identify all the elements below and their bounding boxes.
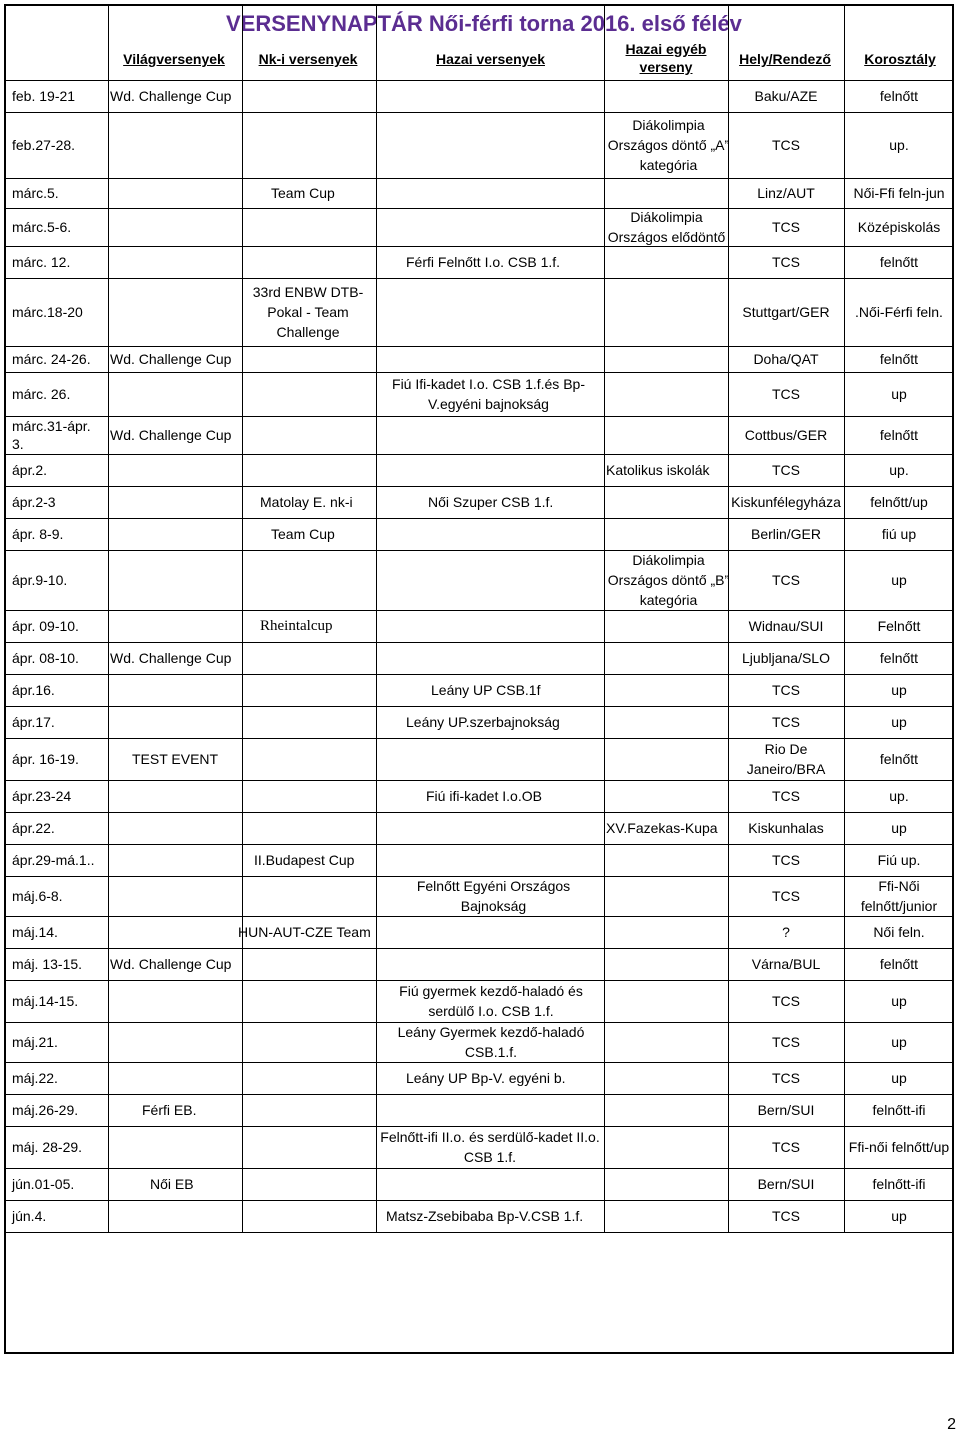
row-event: Férfi Felnőtt I.o. CSB 1.f.	[406, 254, 561, 270]
row-date: ápr.29-má.1..	[12, 852, 95, 868]
row-place: Kiskunhalas	[748, 820, 824, 836]
row-event: Női EB	[150, 1176, 194, 1192]
row-event: XV.Fazekas-Kupa	[606, 820, 718, 836]
row-age-group: Ffi-női felnőtt/up	[848, 1139, 950, 1155]
row-age-group: Fiú up.	[877, 852, 921, 868]
row-age-group: felnőtt	[879, 956, 919, 972]
row-event: Diákolimpia Országos elődöntő	[607, 209, 726, 245]
row-place: TCS	[772, 386, 800, 402]
row-date: ápr.17.	[12, 714, 55, 730]
row-date: ápr. 16-19.	[12, 751, 79, 767]
row-place: Stuttgart/GER	[742, 304, 830, 320]
row-date: máj.21.	[12, 1034, 58, 1050]
row-place: Rio De Janeiro/BRA	[746, 741, 826, 777]
row-age-group: .Női-Férfi feln.	[855, 304, 943, 320]
row-age-group: Női feln.	[873, 924, 925, 940]
header-hazai-egyeb-verseny: Hazai egyéb verseny	[625, 41, 707, 75]
row-date: ápr.2-3	[12, 494, 56, 510]
row-age-group: felnőtt	[879, 650, 919, 666]
page-title: VERSENYNAPTÁR Női-férfi torna 2016. első félév	[226, 11, 742, 36]
row-event: Matolay E. nk-i	[260, 494, 353, 510]
row-age-group: felnőtt-ifi	[872, 1102, 926, 1118]
row-place: Cottbus/GER	[744, 427, 828, 443]
row-age-group: felnőtt	[879, 427, 919, 443]
row-date: jún.01-05.	[12, 1176, 75, 1192]
row-place: Bern/SUI	[757, 1102, 815, 1118]
row-place: TCS	[772, 137, 800, 153]
row-place: Kiskunfélegyháza	[731, 494, 841, 510]
row-place: Widnau/SUI	[748, 618, 824, 634]
row-age-group: felnőtt	[879, 351, 919, 367]
row-age-group: felnőtt	[879, 751, 919, 767]
row-date: máj. 13-15.	[12, 956, 83, 972]
row-age-group: up	[891, 1070, 907, 1086]
row-event: Fiú gyermek kezdő-haladó és serdülő I.o. CSB 1.f.	[399, 983, 583, 1019]
row-date: máj. 28-29.	[12, 1139, 83, 1155]
row-place: TCS	[772, 1208, 800, 1224]
column-divider	[604, 6, 605, 1232]
row-age-group: fiú up	[881, 526, 917, 542]
row-age-group: felnőtt-ifi	[872, 1176, 926, 1192]
row-place: TCS	[772, 219, 800, 235]
row-event: Leány UP.szerbajnokság	[406, 714, 560, 730]
row-age-group: up	[891, 386, 907, 402]
row-date: jún.4.	[12, 1208, 47, 1224]
row-age-group: up.	[889, 788, 909, 804]
row-date: máj.26-29.	[12, 1102, 79, 1118]
row-age-group: up	[891, 820, 907, 836]
row-date: máj.6-8.	[12, 888, 63, 904]
page-number: 2	[947, 1416, 956, 1433]
row-event: Team Cup	[271, 526, 335, 542]
row-event: Fiú ifi-kadet I.o.OB	[426, 788, 542, 804]
row-age-group: Ffi-Női felnőtt/junior	[860, 878, 938, 914]
row-age-group: up	[891, 1208, 907, 1224]
row-place: TCS	[772, 254, 800, 270]
column-divider	[108, 6, 109, 1232]
row-date: ápr. 8-9.	[12, 526, 64, 542]
column-divider	[242, 6, 243, 1232]
header-nki-versenyek: Nk-i versenyek	[258, 51, 358, 67]
row-event: Leány UP Bp-V. egyéni b.	[406, 1070, 566, 1086]
row-age-group: up	[891, 993, 907, 1009]
row-event: HUN-AUT-CZE Team	[238, 924, 371, 940]
row-age-group: up	[891, 572, 907, 588]
row-place: TCS	[772, 993, 800, 1009]
calendar-table	[4, 4, 954, 1354]
row-date: márc.31-ápr. 3.	[12, 418, 91, 452]
row-age-group: felnőtt	[879, 254, 919, 270]
row-place: Ljubljana/SLO	[742, 650, 830, 666]
row-age-group: Női-Ffi feln-jun	[853, 185, 945, 201]
row-place: TCS	[772, 572, 800, 588]
row-date: márc. 12.	[12, 254, 71, 270]
row-date: ápr.16.	[12, 682, 55, 698]
row-event: II.Budapest Cup	[254, 852, 355, 868]
column-divider	[376, 6, 377, 1232]
row-place: TCS	[772, 1139, 800, 1155]
row-event-secondary: Női Szuper CSB 1.f.	[428, 494, 554, 510]
row-event: Rheintalcup	[260, 618, 333, 634]
header-korosztaly: Korosztály	[864, 51, 936, 67]
row-event: Wd. Challenge Cup	[110, 351, 232, 367]
row-date: máj.14.	[12, 924, 58, 940]
row-event: Férfi EB.	[142, 1102, 197, 1118]
row-place: TCS	[772, 1070, 800, 1086]
row-place: TCS	[772, 462, 800, 478]
row-event: Wd. Challenge Cup	[110, 427, 232, 443]
row-place: ?	[782, 924, 790, 940]
row-event: Felnőtt Egyéni Országos Bajnokság	[416, 878, 571, 914]
row-place: TCS	[772, 888, 800, 904]
row-date: feb. 19-21	[12, 88, 76, 104]
row-date: feb.27-28.	[12, 137, 76, 153]
row-place: Linz/AUT	[757, 185, 815, 201]
row-place: Doha/QAT	[753, 351, 819, 367]
row-event: Katolikus iskolák	[606, 462, 710, 478]
row-age-group: up	[891, 714, 907, 730]
row-date: máj.14-15.	[12, 993, 79, 1009]
row-event: Team Cup	[271, 185, 335, 201]
row-date: ápr. 09-10.	[12, 618, 79, 634]
row-date: ápr.23-24	[12, 788, 72, 804]
row-date: márc.18-20	[12, 304, 83, 320]
row-date: márc.5-6.	[12, 219, 72, 235]
row-place: TCS	[772, 852, 800, 868]
row-place: Baku/AZE	[754, 88, 818, 104]
row-date: ápr. 08-10.	[12, 650, 79, 666]
row-age-group: felnőtt/up	[870, 494, 928, 510]
row-event: Diákolimpia Országos döntő „A” kategória	[607, 117, 730, 173]
row-place: TCS	[772, 788, 800, 804]
row-event: Fiú Ifi-kadet I.o. CSB 1.f.és Bp-V.egyéni bajnokság	[392, 376, 585, 412]
row-event: Leány Gyermek kezdő-haladó CSB.1.f.	[397, 1024, 585, 1060]
row-age-group: Felnőtt	[877, 618, 921, 634]
row-divider	[6, 1232, 952, 1233]
row-date: ápr.9-10.	[12, 572, 68, 588]
row-age-group: felnőtt	[879, 88, 919, 104]
row-date: márc.5.	[12, 185, 59, 201]
row-event: 33rd ENBW DTB-Pokal - Team Challenge	[252, 284, 364, 340]
row-place: TCS	[772, 1034, 800, 1050]
row-event: Felnőtt-ifi II.o. és serdülő-kadet II.o. CSB 1.f.	[380, 1129, 600, 1165]
row-age-group: up.	[889, 462, 909, 478]
row-age-group: up	[891, 1034, 907, 1050]
row-event: Leány UP CSB.1f	[431, 682, 541, 698]
row-event: Wd. Challenge Cup	[110, 88, 232, 104]
row-date: ápr.22.	[12, 820, 55, 836]
row-age-group: up.	[889, 137, 909, 153]
row-place: Berlin/GER	[750, 526, 822, 542]
row-place: Bern/SUI	[757, 1176, 815, 1192]
row-event: TEST EVENT	[132, 751, 219, 767]
row-event: Wd. Challenge Cup	[110, 650, 232, 666]
row-event: Diákolimpia Országos döntő „B” kategória	[607, 552, 730, 608]
row-age-group: Középiskolás	[857, 219, 941, 235]
row-age-group: up	[891, 682, 907, 698]
row-event: Wd. Challenge Cup	[110, 956, 232, 972]
row-place: TCS	[772, 714, 800, 730]
header-vilagversenyek: Világversenyek	[123, 51, 225, 67]
row-date: máj.22.	[12, 1070, 58, 1086]
row-place: Várna/BUL	[751, 956, 821, 972]
header-hazai-versenyek: Hazai versenyek	[436, 51, 545, 67]
row-date: márc. 26.	[12, 386, 71, 402]
row-date: ápr.2.	[12, 462, 48, 478]
row-date: márc. 24-26.	[12, 351, 91, 367]
row-event: Matsz-Zsebibaba Bp-V.CSB 1.f.	[386, 1208, 584, 1224]
row-place: TCS	[772, 682, 800, 698]
header-hely-rendezo: Hely/Rendező	[739, 51, 831, 67]
